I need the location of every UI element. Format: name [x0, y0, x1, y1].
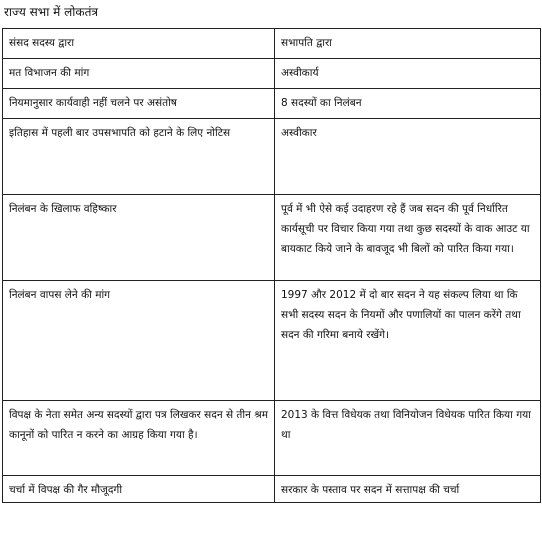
member-action-cell: मत विभाजन की मांग [3, 59, 275, 89]
chairman-response-cell: पूर्व में भी ऐसे कई उदाहरण रहे हैं जब सदन की पूर्व निर्धारित कार्यसूची पर विचार किया गया तथा कुछ सदस्यों के वाक आउट या बायकाट किये जाने के बावजूद भी बिलों को पारित किया गया। [275, 195, 541, 281]
table-row [3, 281, 541, 401]
chairman-response-cell: 1997 और 2012 में दो बार सदन ने यह संकल्प लिया था कि सभी सदस्य सदन के नियमों और पणालियों का पालन करेंगे तथा सदन की गरिमा बनाये रखेंगे। [275, 281, 541, 401]
member-action-cell: इतिहास में पहली बार उपसभापति को हटाने के लिए नोटिस [3, 119, 275, 195]
chairman-response-cell: 2013 के वित्त विधेयक तथा विनियोजन विधेयक पारित किया गया था [275, 401, 541, 476]
table-header-row [3, 29, 541, 59]
table-row [3, 476, 541, 503]
table-row [3, 401, 541, 476]
chairman-response-cell: अस्वीकार [275, 119, 541, 195]
chairman-response-cell: सरकार के पस्ताव पर सदन में सत्तापक्ष की चर्चा [275, 476, 541, 503]
member-action-cell: विपक्ष के नेता समेत अन्य सदस्यों द्वारा पत्र लिखकर सदन से तीन श्रम कानूनों को पारित न करने का आग्रह किया गया है। [3, 401, 275, 476]
member-action-cell: नियमानुसार कार्यवाही नहीं चलने पर असंतोष [3, 89, 275, 119]
table-row [3, 195, 541, 281]
header-cell-chairman: सभापति द्वारा [275, 29, 541, 59]
table-row [3, 59, 541, 89]
table-row [3, 119, 541, 195]
chairman-response-cell: 8 सदस्यों का निलंबन [275, 89, 541, 119]
table-row [3, 89, 541, 119]
header-cell-member: संसद सदस्य द्वारा [3, 29, 275, 59]
chairman-response-cell: अस्वीकार्य [275, 59, 541, 89]
democracy-table [2, 28, 541, 503]
member-action-cell: चर्चा में विपक्ष की गैर मौजूदगी [3, 476, 275, 503]
member-action-cell: निलंबन के खिलाफ वहिष्कार [3, 195, 275, 281]
member-action-cell: निलंबन वापस लेने की मांग [3, 281, 275, 401]
page-title: राज्य सभा में लोकतंत्र [4, 5, 99, 19]
